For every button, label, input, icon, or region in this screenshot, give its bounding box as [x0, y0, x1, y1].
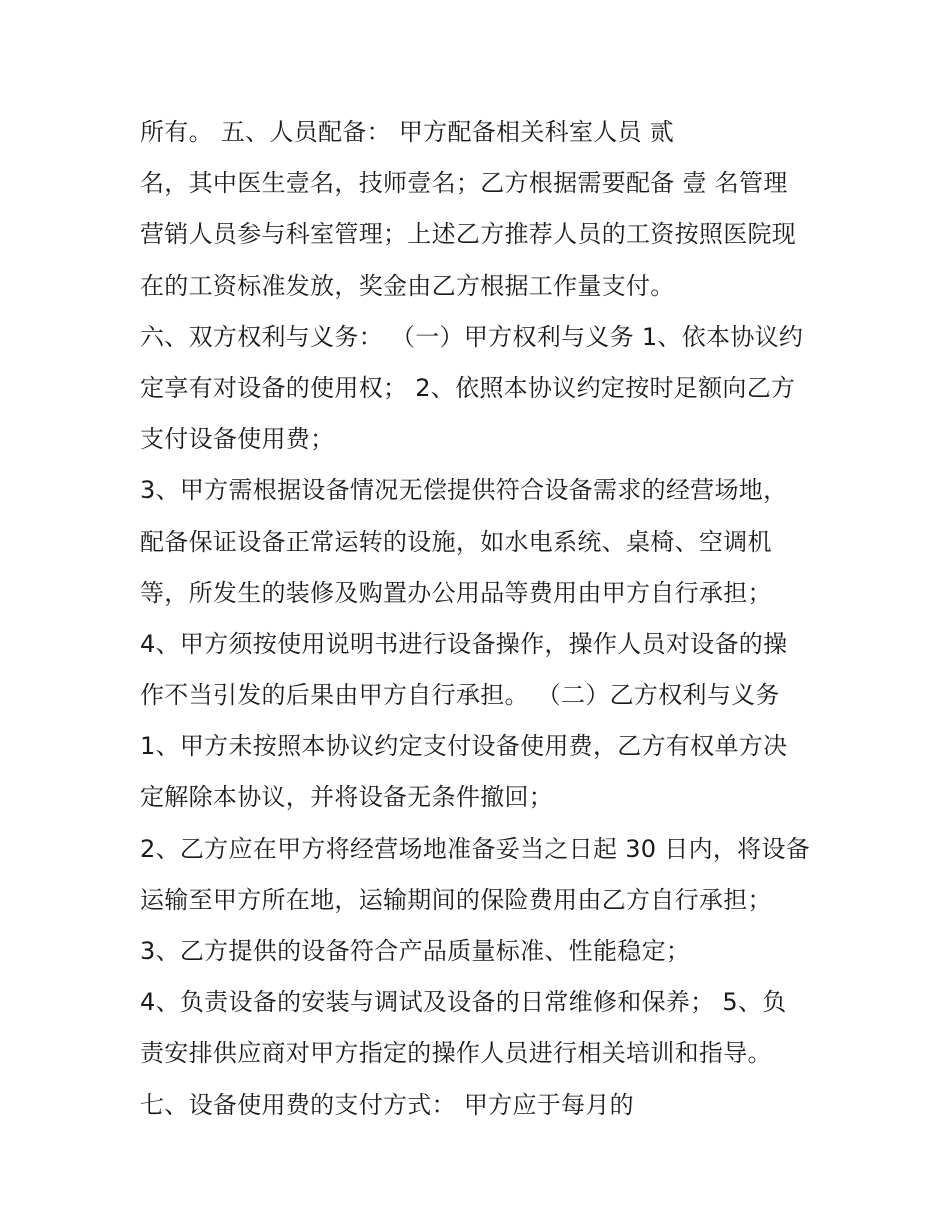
text-line: 4、负责设备的安装与调试及设备的日常维修和保养； 5、负	[140, 988, 787, 1017]
text-line: 运输至甲方所在地，运输期间的保险费用由乙方自行承担；	[140, 885, 772, 914]
text-line: 在的工资标准发放，奖金由乙方根据工作量支付。	[140, 271, 675, 300]
document-body	[140, 107, 820, 1131]
text-line: 3、乙方提供的设备符合产品质量标准、性能稳定；	[140, 937, 691, 965]
text-line: 等，所发生的装修及购置办公用品等费用由甲方自行承担；	[140, 578, 772, 607]
text-line: 配备保证设备正常运转的设施，如水电系统、桌椅、空调机	[140, 527, 772, 556]
text-line: 3、甲方需根据设备情况无偿提供符合设备需求的经营场地，	[140, 476, 788, 505]
text-line: 名，其中医生壹名，技师壹名；乙方根据需要配备 壹 名管理	[140, 169, 788, 198]
text-line: 支付设备使用费；	[140, 425, 335, 454]
text-line: 定享有对设备的使用权； 2、依照本协议约定按时足额向乙方	[140, 373, 796, 402]
text-line: 七、设备使用费的支付方式： 甲方应于每月的	[140, 1090, 634, 1119]
text-line: 4、甲方须按使用说明书进行设备操作，操作人员对设备的操	[140, 629, 788, 658]
text-line: 责安排供应商对甲方指定的操作人员进行相关培训和指导。	[140, 1039, 772, 1068]
text-line: 1、甲方未按照本协议约定支付设备使用费，乙方有权单方决	[140, 732, 788, 761]
text-line: 营销人员参与科室管理；上述乙方推荐人员的工资按照医院现	[140, 220, 797, 249]
text-line: 定解除本协议，并将设备无条件撤回；	[140, 783, 554, 812]
text-line: 所有。 五、人员配备： 甲方配备相关科室人员 贰	[140, 118, 675, 146]
text-line: 六、双方权利与义务： （一）甲方权利与义务 1、依本协议约	[140, 322, 804, 351]
text-line: 2、乙方应在甲方将经营场地准备妥当之日起 30 日内，将设备	[140, 834, 811, 863]
text-line: 作不当引发的后果由甲方自行承担。 （二）乙方权利与义务	[140, 681, 780, 710]
